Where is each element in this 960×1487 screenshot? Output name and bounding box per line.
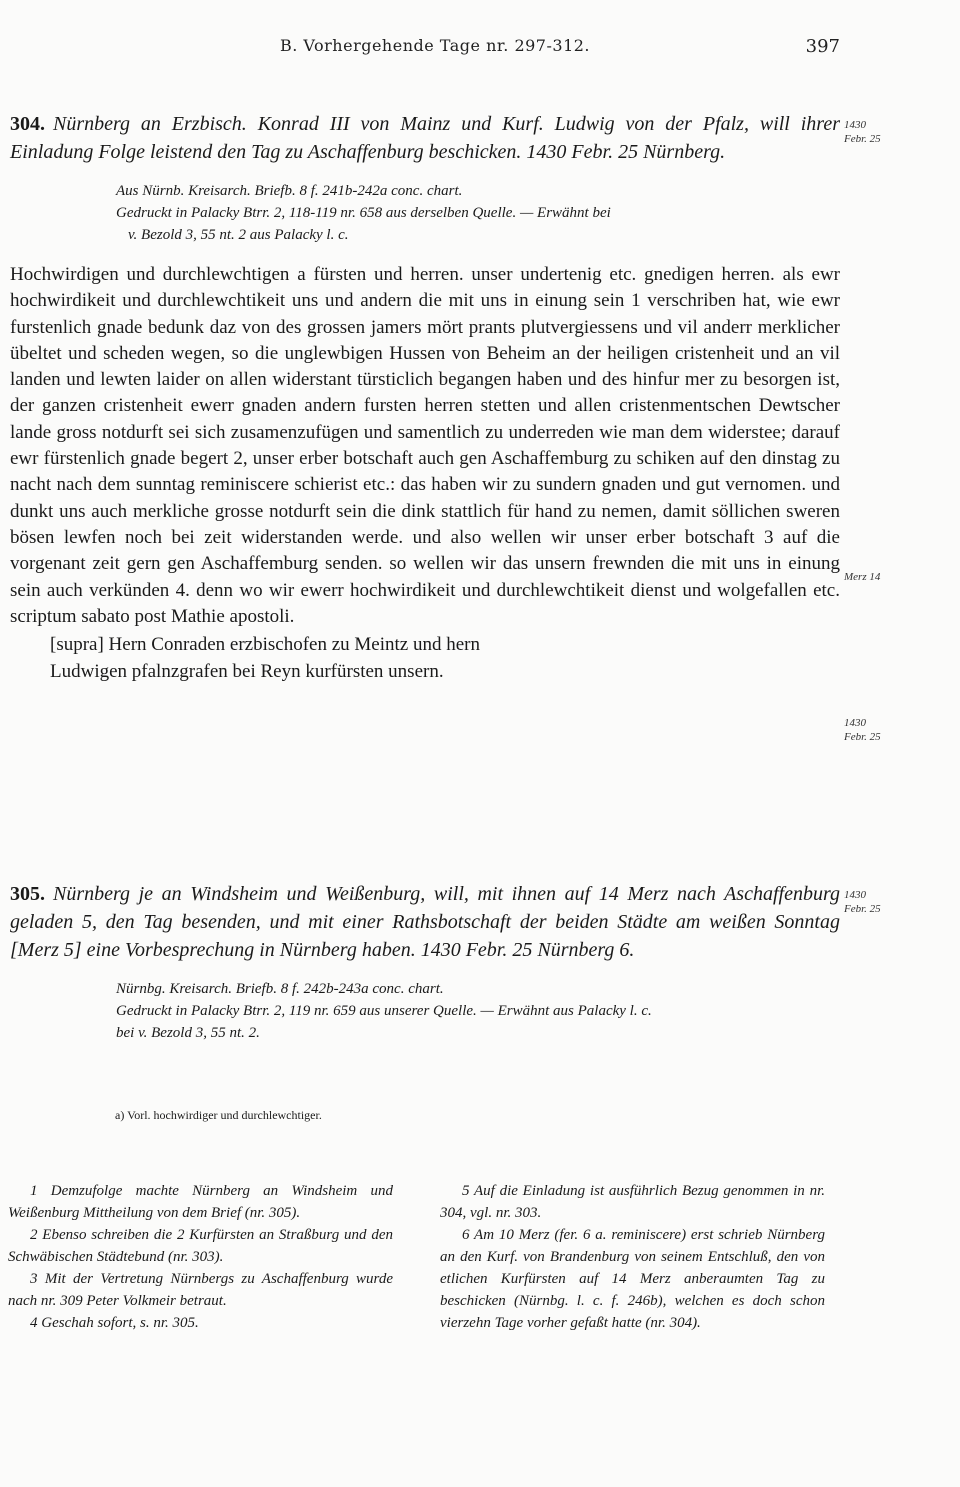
entry-304-source [116, 180, 840, 246]
page-number: 397 [805, 36, 840, 57]
entry-304-number: 304. [10, 113, 45, 135]
footnote-4: 4 Geschah sofort, s. nr. 305. [30, 1315, 199, 1331]
entry-305-source-line-2: Gedruckt in Palacky Btrr. 2, 119 nr. 659 aus unserer Quelle. — Erwähnt aus Palacky l. c. [116, 1003, 652, 1019]
footnote-3: 3 Mit der Vertretung Nürnbergs zu Aschaffenburg wurde nach nr. 309 Peter Volkmeir betraut. [8, 1271, 393, 1309]
entry-305 [10, 880, 840, 1044]
entry-304-address: [supra] Hern Conraden erzbischofen zu Meintz und hern Ludwigen pfalnzgrafen bei Reyn kurfürsten unsern. [50, 634, 480, 682]
entry-304-heading [10, 110, 840, 166]
entry-305-heading [10, 880, 840, 964]
entry-304-source-line-3: v. Bezold 3, 55 nt. 2 aus Palacky l. c. [128, 227, 349, 243]
page-header [10, 36, 840, 60]
entry-305-number: 305. [10, 883, 45, 905]
footnote-5: 5 Auf die Einladung ist ausführlich Bezug genommen in nr. 304, vgl. nr. 303. [440, 1183, 825, 1221]
margin-note-2-date: Merz 14 [844, 571, 881, 583]
footnotes-right-column [440, 1180, 825, 1334]
margin-note-date-1 [844, 118, 904, 146]
margin-note-3-year: 1430 [844, 717, 866, 729]
margin-note-4-date: Febr. 25 [844, 903, 881, 915]
entry-304-title: Nürnberg an Erzbisch. Konrad III von Mainz und Kurf. Ludwig von der Pfalz, will ihrer Einladung Folge leistend den Tag zu Aschaffenburg beschicken. 1430 Febr. 25 Nürnberg. [10, 113, 840, 163]
entry-305-source-line-1: Nürnbg. Kreisarch. Briefb. 8 f. 242b-243a conc. chart. [116, 981, 444, 997]
entry-304-source-line-1: Aus Nürnb. Kreisarch. Briefb. 8 f. 241b-242a conc. chart. [116, 183, 463, 199]
margin-note-date-4 [844, 888, 904, 916]
margin-note-date-2 [844, 570, 904, 584]
margin-note-1-date: Febr. 25 [844, 133, 881, 145]
footnote-1: 1 Demzufolge machte Nürnberg an Windsheim und Weißenburg Mittheilung von dem Brief (nr. 305). [8, 1183, 393, 1221]
entry-304-letter-text: Hochwirdigen und durchlewchtigen a fürsten und herren. unser undertenig etc. gnedigen herren. als ewr hochwirdikeit und durchlewchtikeit uns und andern die mit uns in einung sein 1 verschriben hat, wie ewr furstenlich gnade bedunk daz von des grossen jamers mört prants plutvergiessens und vil anderr merklicher übeltet und scheden wegen, so die unglewbigen Hussen von Beheim an der heiligen cristenheit und an vil landen und lewten laider on allen widerstant türsticlich begangen haben und des hinfur mer zu besorgen ist, der ganzen cristenheit ewerr gnaden andern fursten herren stetten und allen cristenmentschen Dewtscher lande gross notdurft sei sich zusamenzufügen und samentlich zu underreden wie man dem widerstee; darauf ewr fürstenlich gnade begert 2, unser erber botschaft auch gen Aschaffemburg zu schiken auf den dinstag zu nacht nach dem sunntag reminiscere schierist etc.: das haben wir zu sundern gnaden und gut vernomen. und dunkt uns auch merkliche grosse notdurft sein die dink stattlich für hand zu nemen, damit söllichen sweren bösen lewfen noch bei zeit widerstanden werde. und also wellen wir unser erber botschaft 3 auf die vorgenant zeit gern gen Aschaffemburg senden. so wellen wir das unsern frewnden die mit uns in einung sein auch verkünden 4. denn wo wir ewerr hochwirdikeit und durchlewchtikeit dienst und wolgefallen etc. scriptum sabato post Mathie apostoli. [10, 264, 840, 627]
margin-note-date-3 [844, 716, 904, 744]
margin-note-3-date: Febr. 25 [844, 731, 881, 743]
entry-305-title: Nürnberg je an Windsheim und Weißenburg, will, mit ihnen auf 14 Merz nach Aschaffenburg geladen 5, den Tag besenden, und mit einer Rathsbotschaft der beiden Städte am weißen Sonntag [Merz 5] eine Vorbesprechung in Nürnberg haben. 1430 Febr. 25 Nürnberg 6. [10, 883, 840, 961]
footnotes-left-column [8, 1180, 393, 1334]
margin-note-1-year: 1430 [844, 119, 866, 131]
running-title: B. Vorhergehende Tage nr. 297-312. [280, 36, 591, 55]
entry-305-source-line-3: bei v. Bezold 3, 55 nt. 2. [116, 1025, 260, 1041]
entry-304 [10, 110, 840, 685]
entry-304-source-line-2: Gedruckt in Palacky Btrr. 2, 118-119 nr. 658 aus derselben Quelle. — Erwähnt bei [116, 205, 611, 221]
margin-note-4-year: 1430 [844, 889, 866, 901]
text-variant-footnote: a) Vorl. hochwirdiger und durchlewchtiger. [115, 1108, 322, 1122]
footnote-6: 6 Am 10 Merz (fer. 6 a. reminiscere) erst schrieb Nürnberg an den Kurf. von Brandenburg von seinem Entschluß, den von etlichen Kurfürsten auf 14 Merz anberaumten Tag zu beschicken (Nürnbg. l. c. f. 246b), welchen es doch schon vierzehn Tage vorher gefaßt hatte (nr. 304). [440, 1227, 825, 1331]
entry-305-source [116, 978, 840, 1044]
footnote-2: 2 Ebenso schreiben die 2 Kurfürsten an Straßburg und den Schwäbischen Städtebund (nr. 303). [8, 1227, 393, 1265]
